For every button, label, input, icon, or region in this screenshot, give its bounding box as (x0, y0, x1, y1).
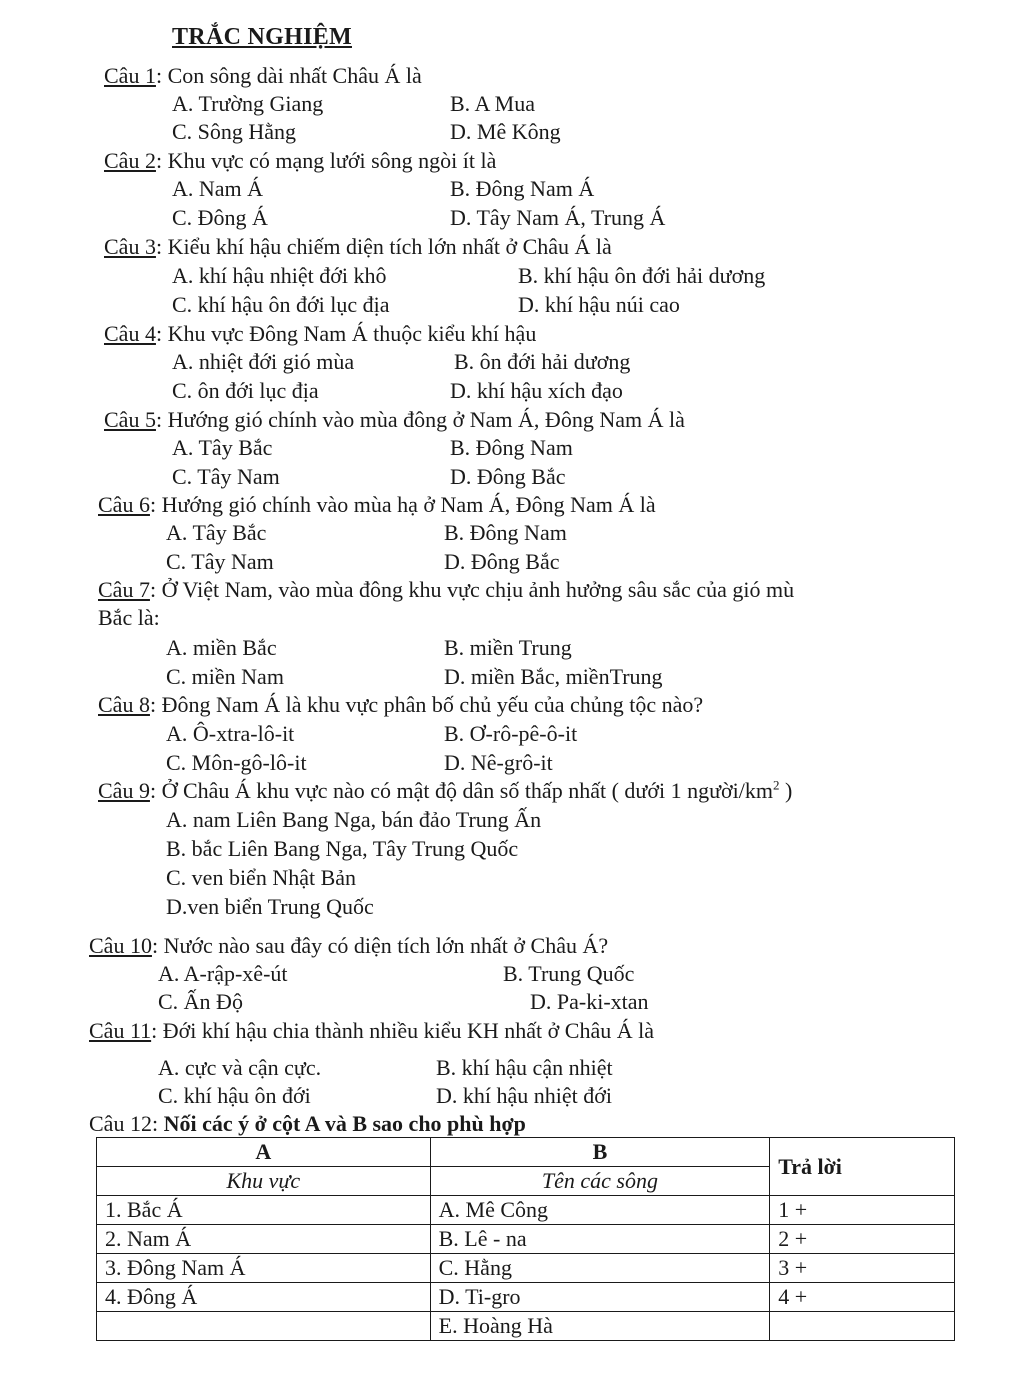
question-label: Câu 12: (89, 1111, 164, 1136)
question-label: Câu 2 (104, 148, 156, 173)
region-cell (97, 1312, 431, 1341)
question-label: Câu 8 (98, 692, 150, 717)
table-row (97, 1196, 955, 1225)
question-text: : Đới khí hậu chia thành nhiều kiểu KH nhất ở Châu Á là (151, 1018, 655, 1043)
question-text: : Ở Việt Nam, vào mùa đông khu vực chịu ảnh hưởng sâu sắc của gió mù (149, 577, 795, 602)
option-b: B. miền Trung (444, 635, 572, 660)
river-cell: A. Mê Công (430, 1196, 770, 1225)
river-cell: E. Hoàng Hà (430, 1312, 770, 1341)
column-a-header: A (97, 1138, 431, 1167)
river-cell: C. Hằng (430, 1254, 770, 1283)
question-text: : Con sông dài nhất Châu Á là (155, 63, 422, 88)
table-row (97, 1254, 955, 1283)
table-row (97, 1312, 955, 1341)
option-c: C. miền Nam (166, 664, 284, 689)
answer-cell: 3 + (770, 1254, 955, 1283)
option-d: D. Đông Bắc (444, 549, 560, 574)
option-d: D. Pa-ki-xtan (530, 989, 649, 1014)
option-b: B. Đông Nam (450, 435, 573, 460)
option-c: C. ôn đới lục địa (172, 378, 319, 403)
column-b-header: B (430, 1138, 770, 1167)
table-row (97, 1225, 955, 1254)
option-d: D. Nê-grô-it (444, 750, 553, 775)
question-text: : Đông Nam Á là khu vực phân bố chủ yếu của chủng tộc nào? (149, 692, 704, 717)
question-label: Câu 3 (104, 234, 156, 259)
river-cell: D. Ti-gro (430, 1283, 770, 1312)
option-d: D.ven biển Trung Quốc (166, 894, 374, 919)
question-text-end: ) (779, 778, 793, 803)
question-text: : Kiểu khí hậu chiếm diện tích lớn nhất ở Châu Á là (155, 234, 612, 259)
question-6 (98, 491, 656, 519)
page-title: TRẮC NGHIỆM (172, 24, 352, 50)
option-c: C. ven biển Nhật Bản (166, 865, 357, 890)
answer-cell: 2 + (770, 1225, 955, 1254)
table-row (97, 1283, 955, 1312)
answer-cell: 4 + (770, 1283, 955, 1312)
option-b: B. bắc Liên Bang Nga, Tây Trung Quốc (166, 836, 519, 861)
option-d: D. khí hậu nhiệt đới (436, 1083, 612, 1108)
option-b: B. ôn đới hải dương (454, 349, 631, 374)
question-12 (89, 1110, 526, 1138)
option-a: A. nhiệt đới gió mùa (172, 349, 355, 374)
region-cell: 1. Bắc Á (97, 1196, 431, 1225)
answer-cell (770, 1312, 955, 1341)
option-b: B. Đông Nam Á (450, 176, 595, 201)
question-11 (89, 1017, 654, 1045)
question-label: Câu 10 (89, 933, 152, 958)
question-text: : Ở Châu Á khu vực nào có mật độ dân số thấp nhất ( dưới 1 người/km (149, 778, 773, 803)
option-c: C. khí hậu ôn đới (158, 1083, 311, 1108)
answer-cell: 1 + (770, 1196, 955, 1225)
superscript: 2 (772, 777, 780, 793)
option-c: C. Đông Á (172, 205, 268, 230)
question-label: Câu 5 (104, 407, 156, 432)
question-label: Câu 7 (98, 577, 150, 602)
option-b: B. khí hậu cận nhiệt (436, 1055, 613, 1080)
option-d: D. miền Bắc, miềnTrung (444, 664, 663, 689)
question-1 (104, 62, 422, 90)
question-text: : Khu vực Đông Nam Á thuộc kiểu khí hậu (155, 321, 537, 346)
region-cell: 4. Đông Á (97, 1283, 431, 1312)
question-9 (98, 777, 792, 805)
question-4 (104, 320, 536, 348)
question-text: : Khu vực có mạng lưới sông ngòi ít là (155, 148, 497, 173)
option-a: A. Tây Bắc (172, 435, 273, 460)
option-a: A. Nam Á (172, 176, 264, 201)
question-label: Câu 9 (98, 778, 150, 803)
question-7-continued: Bắc là: (98, 605, 160, 630)
question-8 (98, 691, 703, 719)
option-a: A. cực và cận cực. (158, 1055, 322, 1080)
option-b: B. A Mua (450, 91, 535, 116)
option-d: D. Đông Bắc (450, 464, 566, 489)
question-text: : Nước nào sau đây có diện tích lớn nhất ở Châu Á? (151, 933, 609, 958)
option-c: C. Tây Nam (166, 549, 274, 574)
option-a: A. A-rập-xê-út (158, 961, 288, 986)
question-label: Câu 6 (98, 492, 150, 517)
question-2 (104, 147, 496, 175)
question-10 (89, 932, 608, 960)
question-label: Câu 1 (104, 63, 156, 88)
option-b: B. Trung Quốc (503, 961, 635, 986)
question-3 (104, 233, 612, 261)
question-text: : Hướng gió chính vào mùa đông ở Nam Á, Đông Nam Á là (155, 407, 685, 432)
option-a: A. Ô-xtra-lô-it (166, 721, 295, 746)
option-b: B. Ơ-rô-pê-ô-it (444, 721, 578, 746)
option-a: A. nam Liên Bang Nga, bán đảo Trung Ấn (166, 807, 542, 832)
option-c: C. khí hậu ôn đới lục địa (172, 292, 390, 317)
option-d: D. Mê Kông (450, 119, 561, 144)
option-c: C. Môn-gô-lô-it (166, 750, 307, 775)
column-b-subheader: Tên các sông (430, 1167, 770, 1196)
option-a: A. khí hậu nhiệt đới khô (172, 263, 387, 288)
option-c: C. Tây Nam (172, 464, 280, 489)
option-d: D. khí hậu núi cao (518, 292, 680, 317)
matching-table (96, 1137, 955, 1341)
option-a: A. Tây Bắc (166, 520, 267, 545)
question-5 (104, 406, 685, 434)
question-7 (98, 576, 890, 604)
question-label: Câu 4 (104, 321, 156, 346)
region-cell: 2. Nam Á (97, 1225, 431, 1254)
question-text: Nối các ý ở cột A và B sao cho phù hợp (163, 1111, 526, 1136)
answer-column-header: Trả lời (770, 1138, 955, 1196)
option-b: B. Đông Nam (444, 520, 567, 545)
question-text: : Hướng gió chính vào mùa hạ ở Nam Á, Đông Nam Á là (149, 492, 656, 517)
option-d: D. khí hậu xích đạo (450, 378, 623, 403)
column-a-subheader: Khu vực (97, 1167, 431, 1196)
option-c: C. Ấn Độ (158, 989, 243, 1014)
option-d: D. Tây Nam Á, Trung Á (450, 205, 666, 230)
option-a: A. Trường Giang (172, 91, 324, 116)
region-cell: 3. Đông Nam Á (97, 1254, 431, 1283)
option-b: B. khí hậu ôn đới hải dương (518, 263, 766, 288)
river-cell: B. Lê - na (430, 1225, 770, 1254)
option-c: C. Sông Hằng (172, 119, 297, 144)
question-label: Câu 11 (89, 1018, 152, 1043)
option-a: A. miền Bắc (166, 635, 277, 660)
